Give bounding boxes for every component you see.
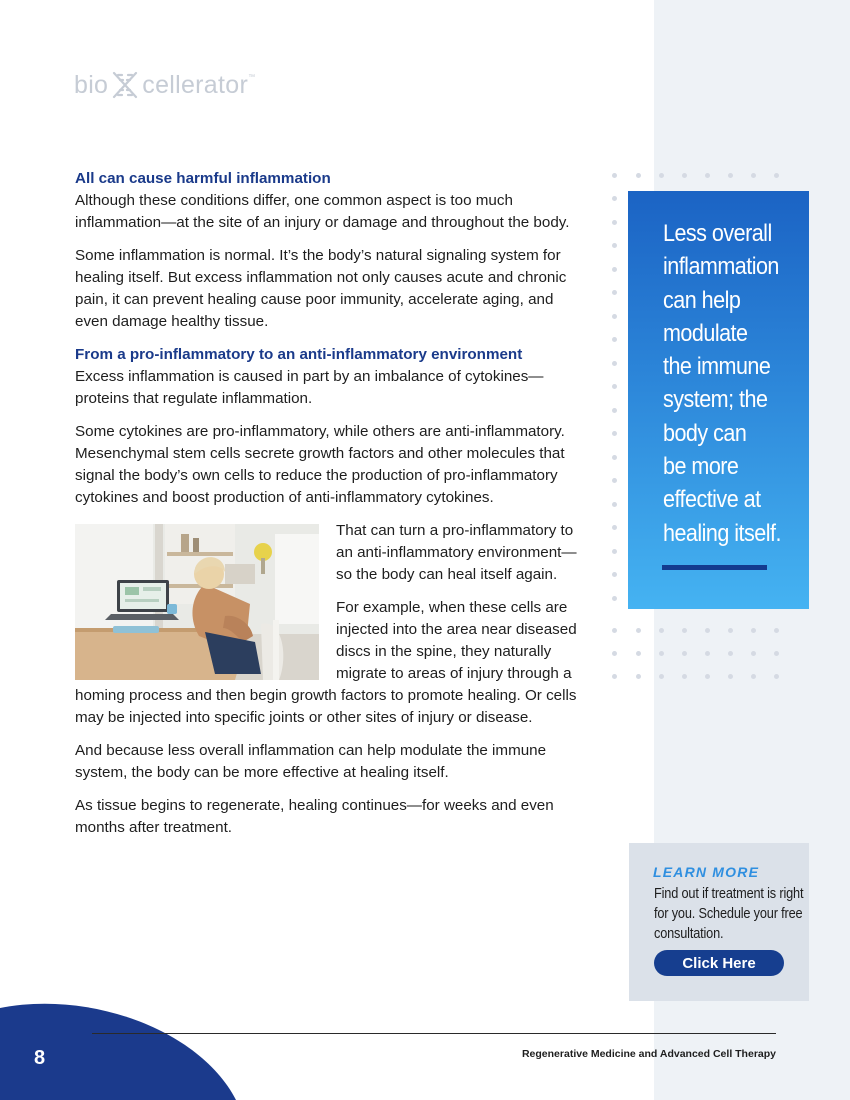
paragraph: Although these conditions differ, one common aspect is too much inflammation—at the site of an injury or damage and throughout the body. — [75, 192, 570, 231]
decorative-dot — [636, 674, 641, 679]
paragraph: And because less overall inflammation can help modulate the immune system, the body can be more effective at healing itself. — [75, 742, 547, 781]
quote-line: effective at — [663, 486, 761, 514]
decorative-dot — [705, 628, 710, 633]
decorative-dot — [705, 173, 710, 178]
quote-line: healing itself. — [663, 519, 781, 547]
decorative-dot — [728, 674, 733, 679]
decorative-dot — [612, 173, 617, 178]
quote-line: modulate — [663, 319, 748, 347]
logo-helix-icon — [109, 69, 141, 101]
decorative-dot — [682, 674, 687, 679]
decorative-dot — [636, 173, 641, 178]
decorative-dot — [612, 431, 617, 436]
photo-illustration — [75, 524, 319, 680]
decorative-dot — [612, 572, 617, 577]
quote-accent-bar — [662, 565, 767, 570]
decorative-dot — [728, 651, 733, 656]
footer-publication-title: Regenerative Medicine and Advanced Cell Therapy — [521, 1048, 776, 1060]
decorative-dot — [636, 651, 641, 656]
logo-trademark: ™ — [248, 74, 256, 81]
decorative-dot — [612, 337, 617, 342]
decorative-dot — [612, 361, 617, 366]
decorative-dot — [659, 674, 664, 679]
paragraph: Some inflammation is normal. It’s the body’s natural signaling system for healing itself. But excess inflammation not only causes acute and chronic pain, it can prevent healing cause poor immunity, accelerate aging, and even damage healthy tissue. — [75, 247, 567, 330]
company-logo — [74, 68, 255, 102]
logo-text-left: bio — [74, 70, 109, 99]
paragraph: For example, when these cells are injected into the area near diseased discs in the spine, they naturally migrate to areas of injury through a homing process and then begin growth factors to promote healing. Or cells may be injected into specific joints or other sites of injury or disease. — [75, 599, 577, 726]
pull-quote-box — [628, 191, 809, 609]
decorative-dot — [751, 173, 756, 178]
quote-line: be more — [663, 453, 739, 481]
quote-line: body can — [663, 419, 747, 447]
decorative-dot — [728, 628, 733, 633]
decorative-dot — [612, 384, 617, 389]
decorative-dot — [774, 651, 779, 656]
decorative-dot — [682, 628, 687, 633]
learn-more-title: LEARN MORE — [653, 864, 760, 880]
decorative-dot — [612, 220, 617, 225]
decorative-dot — [751, 651, 756, 656]
decorative-dot — [612, 455, 617, 460]
quote-line: the immune — [663, 353, 771, 381]
decorative-dot — [636, 628, 641, 633]
decorative-dot — [612, 549, 617, 554]
quote-line: Less overall — [663, 220, 772, 247]
quote-line: inflammation — [663, 253, 779, 281]
decorative-dot — [612, 596, 617, 601]
decorative-dot — [612, 502, 617, 507]
decorative-dot — [612, 267, 617, 272]
decorative-dot — [612, 243, 617, 248]
paragraph: That can turn a pro-inflammatory to an anti-inflammatory environment—so the body can heal itself again. — [336, 522, 577, 583]
decorative-dot — [774, 628, 779, 633]
logo-text-right: cellerator — [142, 70, 249, 99]
pull-quote-text — [663, 217, 786, 550]
decorative-dot — [612, 290, 617, 295]
decorative-dot — [612, 628, 617, 633]
footer-divider — [92, 1033, 776, 1034]
article-body — [75, 168, 580, 850]
quote-line: can help — [663, 286, 741, 314]
decorative-dot — [682, 651, 687, 656]
decorative-dot — [659, 173, 664, 178]
section-heading-environment: From a pro-inflammatory to an anti-inflammatory environment — [75, 346, 523, 363]
decorative-dot — [682, 173, 687, 178]
decorative-dot — [705, 651, 710, 656]
paragraph: Some cytokines are pro-inflammatory, while others are anti-inflammatory. Mesenchymal stem cells secrete growth factors and other molecules that signal the body’s own cells to reduce the production of pro-inflammatory cytokines and boost production of anti-inflammatory cytokines. — [75, 423, 565, 506]
decorative-dot — [728, 173, 733, 178]
decorative-dot — [612, 651, 617, 656]
decorative-dot — [751, 674, 756, 679]
paragraph: Excess inflammation is caused in part by an imbalance of cytokines—proteins that regulate inflammation. — [75, 368, 544, 407]
decorative-dot — [751, 628, 756, 633]
decorative-dot — [612, 314, 617, 319]
decorative-dot — [612, 525, 617, 530]
learn-more-text: Find out if treatment is right for you. Schedule your free consultation. — [654, 886, 804, 942]
click-here-button[interactable]: Click Here — [654, 950, 784, 976]
decorative-dot — [612, 408, 617, 413]
decorative-dot — [774, 173, 779, 178]
decorative-dot — [659, 628, 664, 633]
paragraph: As tissue begins to regenerate, healing continues—for weeks and even months after treatment. — [75, 797, 554, 836]
decorative-dot — [659, 651, 664, 656]
decorative-dot — [612, 478, 617, 483]
footer-wave-shape — [0, 990, 260, 1100]
decorative-dot — [774, 674, 779, 679]
decorative-dot — [612, 674, 617, 679]
learn-more-box — [629, 843, 809, 1001]
photo-woman-back-pain — [75, 524, 319, 680]
decorative-dot — [705, 674, 710, 679]
section-heading-inflammation: All can cause harmful inflammation — [75, 170, 331, 187]
page-number: 8 — [34, 1047, 46, 1069]
decorative-dot — [612, 196, 617, 201]
quote-line: system; the — [663, 386, 768, 414]
